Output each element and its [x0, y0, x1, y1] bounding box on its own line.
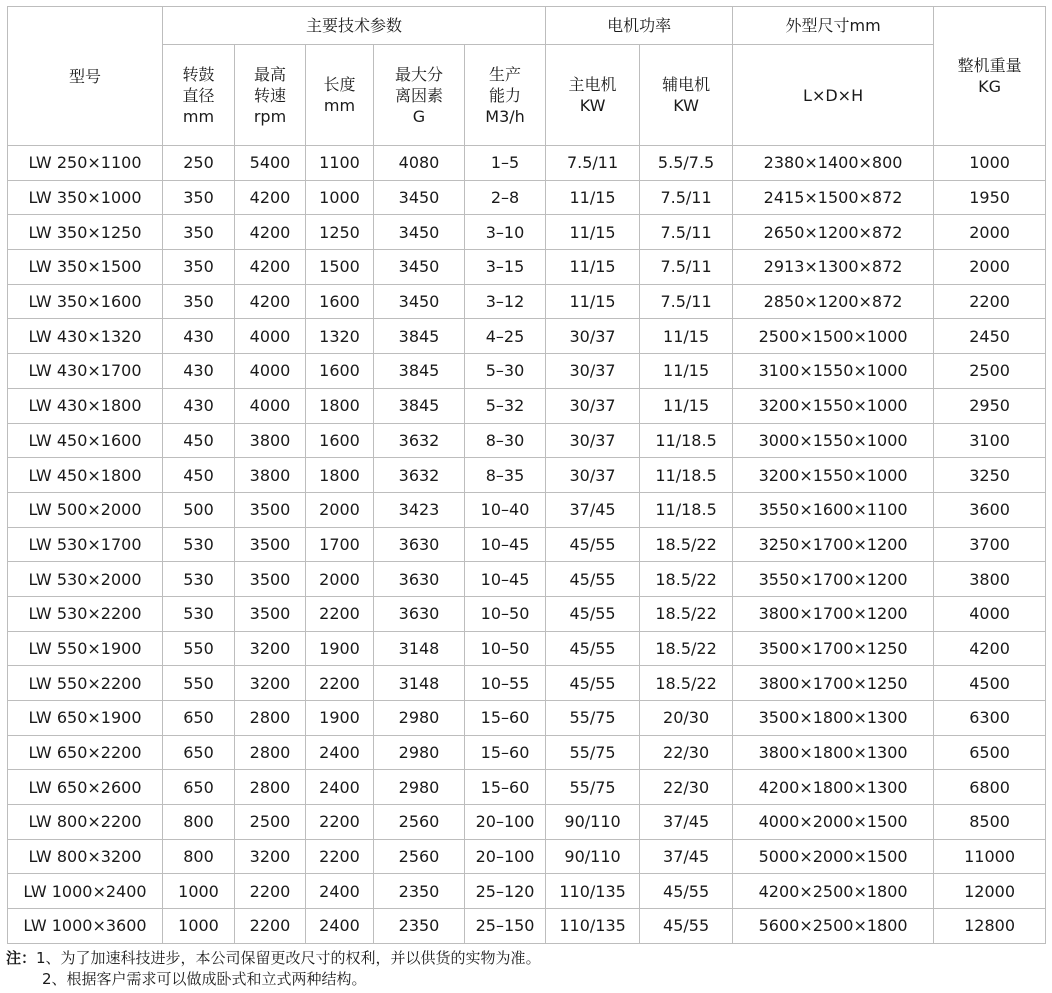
cell-model: LW 800×2200	[8, 805, 163, 840]
cell-cap: 10–45	[465, 527, 546, 562]
cell-len: 1250	[306, 215, 374, 250]
cell-rpm: 3500	[235, 562, 306, 597]
cell-len: 1800	[306, 458, 374, 493]
cell-g: 3632	[374, 423, 465, 458]
cell-kg: 3700	[934, 527, 1046, 562]
table-row	[8, 770, 1046, 805]
cell-dia: 350	[163, 250, 235, 285]
header-line: 最大分	[394, 64, 443, 84]
cell-rpm: 2500	[235, 805, 306, 840]
cell-cap: 15–60	[465, 770, 546, 805]
cell-g: 2350	[374, 909, 465, 944]
header-group-main: 主要技术参数	[163, 7, 546, 45]
cell-main: 45/55	[546, 631, 640, 666]
cell-main: 11/15	[546, 250, 640, 285]
cell-model: LW 530×1700	[8, 527, 163, 562]
cell-len: 1000	[306, 180, 374, 215]
header-line: mm	[182, 106, 215, 126]
cell-model: LW 250×1100	[8, 146, 163, 181]
cell-kg: 1950	[934, 180, 1046, 215]
cell-g: 2980	[374, 735, 465, 770]
note-line-2: 2、根据客户需求可以做成卧式和立式两种结构。	[42, 970, 367, 988]
cell-dims: 3200×1550×1000	[733, 458, 934, 493]
cell-dia: 350	[163, 284, 235, 319]
cell-dims: 5000×2000×1500	[733, 839, 934, 874]
cell-main: 30/37	[546, 319, 640, 354]
cell-main: 55/75	[546, 701, 640, 736]
cell-aux: 20/30	[640, 701, 733, 736]
cell-aux: 18.5/22	[640, 527, 733, 562]
header-max-speed	[235, 45, 306, 146]
cell-g: 2560	[374, 805, 465, 840]
cell-aux: 7.5/11	[640, 180, 733, 215]
cell-dims: 2650×1200×872	[733, 215, 934, 250]
cell-g: 3845	[374, 388, 465, 423]
cell-main: 45/55	[546, 666, 640, 701]
header-capacity	[465, 45, 546, 146]
table-row	[8, 909, 1046, 944]
cell-rpm: 4000	[235, 388, 306, 423]
cell-model: LW 650×1900	[8, 701, 163, 736]
cell-rpm: 5400	[235, 146, 306, 181]
cell-cap: 20–100	[465, 839, 546, 874]
header-line: 直径	[182, 85, 215, 105]
table-row	[8, 492, 1046, 527]
cell-g: 3630	[374, 562, 465, 597]
table-row	[8, 735, 1046, 770]
cell-dia: 350	[163, 180, 235, 215]
table-row	[8, 596, 1046, 631]
cell-dia: 350	[163, 215, 235, 250]
cell-g: 2980	[374, 770, 465, 805]
cell-dia: 250	[163, 146, 235, 181]
table-header	[8, 7, 1046, 146]
cell-aux: 18.5/22	[640, 596, 733, 631]
cell-rpm: 2800	[235, 735, 306, 770]
cell-rpm: 2800	[235, 701, 306, 736]
table-row	[8, 562, 1046, 597]
cell-model: LW 350×1500	[8, 250, 163, 285]
table-body	[8, 146, 1046, 944]
cell-g: 3148	[374, 631, 465, 666]
cell-dims: 3100×1550×1000	[733, 354, 934, 389]
cell-dims: 2380×1400×800	[733, 146, 934, 181]
note-line-1: 1、为了加速科技进步，本公司保留更改尺寸的权利，并以供货的实物为准。	[36, 949, 541, 967]
cell-len: 2000	[306, 562, 374, 597]
cell-g: 3148	[374, 666, 465, 701]
header-line: 离因素	[394, 85, 443, 105]
cell-rpm: 3800	[235, 423, 306, 458]
cell-rpm: 4200	[235, 250, 306, 285]
cell-dims: 5600×2500×1800	[733, 909, 934, 944]
cell-g: 2560	[374, 839, 465, 874]
cell-cap: 8–30	[465, 423, 546, 458]
cell-model: LW 550×1900	[8, 631, 163, 666]
cell-aux: 5.5/7.5	[640, 146, 733, 181]
table-row	[8, 354, 1046, 389]
cell-dia: 430	[163, 319, 235, 354]
cell-kg: 12800	[934, 909, 1046, 944]
cell-dims: 3550×1700×1200	[733, 562, 934, 597]
cell-dims: 2913×1300×872	[733, 250, 934, 285]
notes-label: 注：	[6, 949, 37, 967]
cell-kg: 3600	[934, 492, 1046, 527]
cell-dia: 550	[163, 631, 235, 666]
cell-cap: 3–12	[465, 284, 546, 319]
cell-cap: 10–50	[465, 631, 546, 666]
cell-kg: 2000	[934, 250, 1046, 285]
cell-model: LW 650×2200	[8, 735, 163, 770]
header-weight-line: KG	[978, 77, 1002, 96]
table-row	[8, 874, 1046, 909]
cell-rpm: 2200	[235, 874, 306, 909]
header-model: 型号	[8, 7, 163, 146]
cell-main: 30/37	[546, 388, 640, 423]
cell-cap: 3–10	[465, 215, 546, 250]
header-line: 主电机	[568, 75, 617, 94]
cell-main: 11/15	[546, 284, 640, 319]
cell-kg: 3250	[934, 458, 1046, 493]
cell-cap: 15–60	[465, 735, 546, 770]
cell-model: LW 430×1700	[8, 354, 163, 389]
table-row	[8, 666, 1046, 701]
cell-kg: 3800	[934, 562, 1046, 597]
cell-dims: 3500×1700×1250	[733, 631, 934, 666]
cell-rpm: 3500	[235, 492, 306, 527]
note-row	[6, 948, 541, 969]
cell-aux: 18.5/22	[640, 631, 733, 666]
table-row	[8, 701, 1046, 736]
header-drum-diameter	[163, 45, 235, 146]
cell-dia: 430	[163, 354, 235, 389]
header-line: mm	[323, 96, 356, 115]
cell-aux: 11/15	[640, 388, 733, 423]
cell-kg: 12000	[934, 874, 1046, 909]
header-length	[306, 45, 374, 146]
header-max-separation	[374, 45, 465, 146]
cell-main: 55/75	[546, 770, 640, 805]
cell-rpm: 4200	[235, 284, 306, 319]
cell-len: 1500	[306, 250, 374, 285]
table-row	[8, 423, 1046, 458]
cell-len: 2200	[306, 839, 374, 874]
cell-dia: 530	[163, 562, 235, 597]
header-line: 转鼓	[182, 64, 215, 84]
cell-dia: 1000	[163, 909, 235, 944]
header-dims-lwh: L×D×H	[733, 45, 934, 146]
cell-kg: 2950	[934, 388, 1046, 423]
cell-rpm: 4200	[235, 215, 306, 250]
cell-len: 2400	[306, 909, 374, 944]
cell-len: 2200	[306, 805, 374, 840]
header-line: 能力	[489, 85, 522, 105]
cell-rpm: 3200	[235, 631, 306, 666]
cell-aux: 11/18.5	[640, 423, 733, 458]
cell-main: 55/75	[546, 735, 640, 770]
header-row-columns	[8, 45, 1046, 146]
cell-kg: 6800	[934, 770, 1046, 805]
cell-kg: 4000	[934, 596, 1046, 631]
cell-kg: 2200	[934, 284, 1046, 319]
cell-dims: 3500×1800×1300	[733, 701, 934, 736]
cell-dims: 3000×1550×1000	[733, 423, 934, 458]
cell-dims: 4200×2500×1800	[733, 874, 934, 909]
cell-dia: 800	[163, 839, 235, 874]
cell-g: 3423	[374, 492, 465, 527]
cell-main: 37/45	[546, 492, 640, 527]
table-row	[8, 319, 1046, 354]
cell-cap: 10–45	[465, 562, 546, 597]
cell-dia: 450	[163, 458, 235, 493]
table-row	[8, 250, 1046, 285]
cell-rpm: 3200	[235, 666, 306, 701]
cell-model: LW 450×1600	[8, 423, 163, 458]
cell-dia: 530	[163, 527, 235, 562]
notes	[6, 948, 541, 990]
cell-len: 2200	[306, 596, 374, 631]
cell-main: 11/15	[546, 180, 640, 215]
cell-main: 30/37	[546, 423, 640, 458]
cell-g: 2350	[374, 874, 465, 909]
cell-cap: 5–32	[465, 388, 546, 423]
table-row	[8, 388, 1046, 423]
cell-rpm: 4000	[235, 319, 306, 354]
cell-dims: 3250×1700×1200	[733, 527, 934, 562]
cell-rpm: 3800	[235, 458, 306, 493]
note-row	[6, 969, 541, 990]
table-row	[8, 146, 1046, 181]
header-line: 转速	[253, 85, 286, 105]
cell-len: 2400	[306, 874, 374, 909]
cell-dia: 650	[163, 701, 235, 736]
cell-cap: 4–25	[465, 319, 546, 354]
cell-model: LW 350×1000	[8, 180, 163, 215]
cell-main: 110/135	[546, 874, 640, 909]
cell-dims: 3550×1600×1100	[733, 492, 934, 527]
table-row	[8, 180, 1046, 215]
cell-aux: 45/55	[640, 909, 733, 944]
cell-dims: 3800×1800×1300	[733, 735, 934, 770]
cell-aux: 11/18.5	[640, 492, 733, 527]
cell-aux: 18.5/22	[640, 562, 733, 597]
header-line: 长度	[323, 75, 356, 94]
cell-main: 45/55	[546, 562, 640, 597]
header-line: 最高	[253, 64, 286, 84]
cell-cap: 10–50	[465, 596, 546, 631]
header-weight	[934, 7, 1046, 146]
cell-model: LW 350×1600	[8, 284, 163, 319]
cell-g: 3450	[374, 284, 465, 319]
cell-dia: 450	[163, 423, 235, 458]
cell-dia: 800	[163, 805, 235, 840]
cell-cap: 3–15	[465, 250, 546, 285]
cell-kg: 4200	[934, 631, 1046, 666]
cell-kg: 11000	[934, 839, 1046, 874]
cell-main: 7.5/11	[546, 146, 640, 181]
cell-dia: 550	[163, 666, 235, 701]
header-line: KW	[579, 96, 606, 115]
cell-cap: 25–120	[465, 874, 546, 909]
cell-dims: 3800×1700×1200	[733, 596, 934, 631]
cell-aux: 18.5/22	[640, 666, 733, 701]
cell-main: 45/55	[546, 527, 640, 562]
cell-aux: 11/15	[640, 354, 733, 389]
cell-kg: 8500	[934, 805, 1046, 840]
cell-aux: 37/45	[640, 805, 733, 840]
cell-aux: 22/30	[640, 735, 733, 770]
cell-g: 3450	[374, 215, 465, 250]
cell-len: 2000	[306, 492, 374, 527]
cell-rpm: 4200	[235, 180, 306, 215]
cell-cap: 20–100	[465, 805, 546, 840]
cell-len: 1900	[306, 701, 374, 736]
header-line: G	[412, 106, 426, 126]
cell-g: 3630	[374, 596, 465, 631]
header-line: M3/h	[485, 106, 525, 126]
cell-model: LW 450×1800	[8, 458, 163, 493]
cell-model: LW 500×2000	[8, 492, 163, 527]
cell-cap: 1–5	[465, 146, 546, 181]
cell-kg: 6300	[934, 701, 1046, 736]
cell-g: 3630	[374, 527, 465, 562]
cell-model: LW 430×1800	[8, 388, 163, 423]
cell-rpm: 4000	[235, 354, 306, 389]
cell-g: 3845	[374, 319, 465, 354]
header-main-motor	[546, 45, 640, 146]
cell-main: 45/55	[546, 596, 640, 631]
cell-main: 11/15	[546, 215, 640, 250]
cell-cap: 5–30	[465, 354, 546, 389]
cell-dims: 4000×2000×1500	[733, 805, 934, 840]
cell-g: 4080	[374, 146, 465, 181]
cell-g: 3450	[374, 250, 465, 285]
cell-main: 90/110	[546, 805, 640, 840]
spec-table	[7, 6, 1046, 944]
cell-g: 3632	[374, 458, 465, 493]
cell-cap: 10–40	[465, 492, 546, 527]
cell-rpm: 3500	[235, 596, 306, 631]
cell-aux: 37/45	[640, 839, 733, 874]
cell-len: 1600	[306, 284, 374, 319]
cell-main: 30/37	[546, 458, 640, 493]
cell-cap: 10–55	[465, 666, 546, 701]
cell-g: 3845	[374, 354, 465, 389]
cell-kg: 2000	[934, 215, 1046, 250]
cell-len: 2400	[306, 735, 374, 770]
cell-aux: 7.5/11	[640, 215, 733, 250]
table-row	[8, 527, 1046, 562]
cell-model: LW 530×2200	[8, 596, 163, 631]
header-weight-line: 整机重量	[957, 56, 1022, 75]
cell-cap: 2–8	[465, 180, 546, 215]
cell-kg: 2450	[934, 319, 1046, 354]
cell-len: 2400	[306, 770, 374, 805]
cell-model: LW 800×3200	[8, 839, 163, 874]
cell-dia: 530	[163, 596, 235, 631]
cell-dia: 500	[163, 492, 235, 527]
header-group-motor: 电机功率	[546, 7, 733, 45]
cell-kg: 4500	[934, 666, 1046, 701]
cell-model: LW 1000×2400	[8, 874, 163, 909]
header-row-groups	[8, 7, 1046, 45]
header-line: KW	[673, 96, 699, 115]
cell-len: 1900	[306, 631, 374, 666]
cell-dia: 1000	[163, 874, 235, 909]
cell-main: 110/135	[546, 909, 640, 944]
cell-g: 2980	[374, 701, 465, 736]
cell-len: 1800	[306, 388, 374, 423]
cell-main: 30/37	[546, 354, 640, 389]
table-row	[8, 215, 1046, 250]
cell-model: LW 530×2000	[8, 562, 163, 597]
cell-aux: 11/15	[640, 319, 733, 354]
cell-dims: 2415×1500×872	[733, 180, 934, 215]
cell-cap: 15–60	[465, 701, 546, 736]
cell-aux: 45/55	[640, 874, 733, 909]
header-aux-motor	[640, 45, 733, 146]
cell-cap: 8–35	[465, 458, 546, 493]
cell-len: 1700	[306, 527, 374, 562]
cell-g: 3450	[374, 180, 465, 215]
cell-kg: 3100	[934, 423, 1046, 458]
cell-dims: 2850×1200×872	[733, 284, 934, 319]
cell-rpm: 3500	[235, 527, 306, 562]
cell-main: 90/110	[546, 839, 640, 874]
header-line: 辅电机	[662, 75, 711, 94]
table-row	[8, 458, 1046, 493]
cell-cap: 25–150	[465, 909, 546, 944]
cell-model: LW 550×2200	[8, 666, 163, 701]
cell-rpm: 3200	[235, 839, 306, 874]
header-group-dims: 外型尺寸mm	[733, 7, 934, 45]
cell-dims: 3200×1550×1000	[733, 388, 934, 423]
cell-model: LW 350×1250	[8, 215, 163, 250]
cell-len: 1320	[306, 319, 374, 354]
cell-rpm: 2800	[235, 770, 306, 805]
cell-len: 1600	[306, 354, 374, 389]
table-row	[8, 805, 1046, 840]
cell-len: 1100	[306, 146, 374, 181]
cell-dia: 430	[163, 388, 235, 423]
cell-kg: 1000	[934, 146, 1046, 181]
cell-model: LW 650×2600	[8, 770, 163, 805]
cell-aux: 22/30	[640, 770, 733, 805]
table-row	[8, 631, 1046, 666]
cell-kg: 2500	[934, 354, 1046, 389]
cell-len: 2200	[306, 666, 374, 701]
cell-dims: 3800×1700×1250	[733, 666, 934, 701]
cell-model: LW 430×1320	[8, 319, 163, 354]
cell-dia: 650	[163, 735, 235, 770]
cell-aux: 7.5/11	[640, 284, 733, 319]
cell-model: LW 1000×3600	[8, 909, 163, 944]
table-row	[8, 284, 1046, 319]
cell-kg: 6500	[934, 735, 1046, 770]
table-row	[8, 839, 1046, 874]
cell-rpm: 2200	[235, 909, 306, 944]
header-line: rpm	[253, 106, 287, 126]
cell-len: 1600	[306, 423, 374, 458]
cell-aux: 7.5/11	[640, 250, 733, 285]
cell-dims: 2500×1500×1000	[733, 319, 934, 354]
cell-dia: 650	[163, 770, 235, 805]
cell-aux: 11/18.5	[640, 458, 733, 493]
header-line: 生产	[489, 64, 522, 84]
cell-dims: 4200×1800×1300	[733, 770, 934, 805]
